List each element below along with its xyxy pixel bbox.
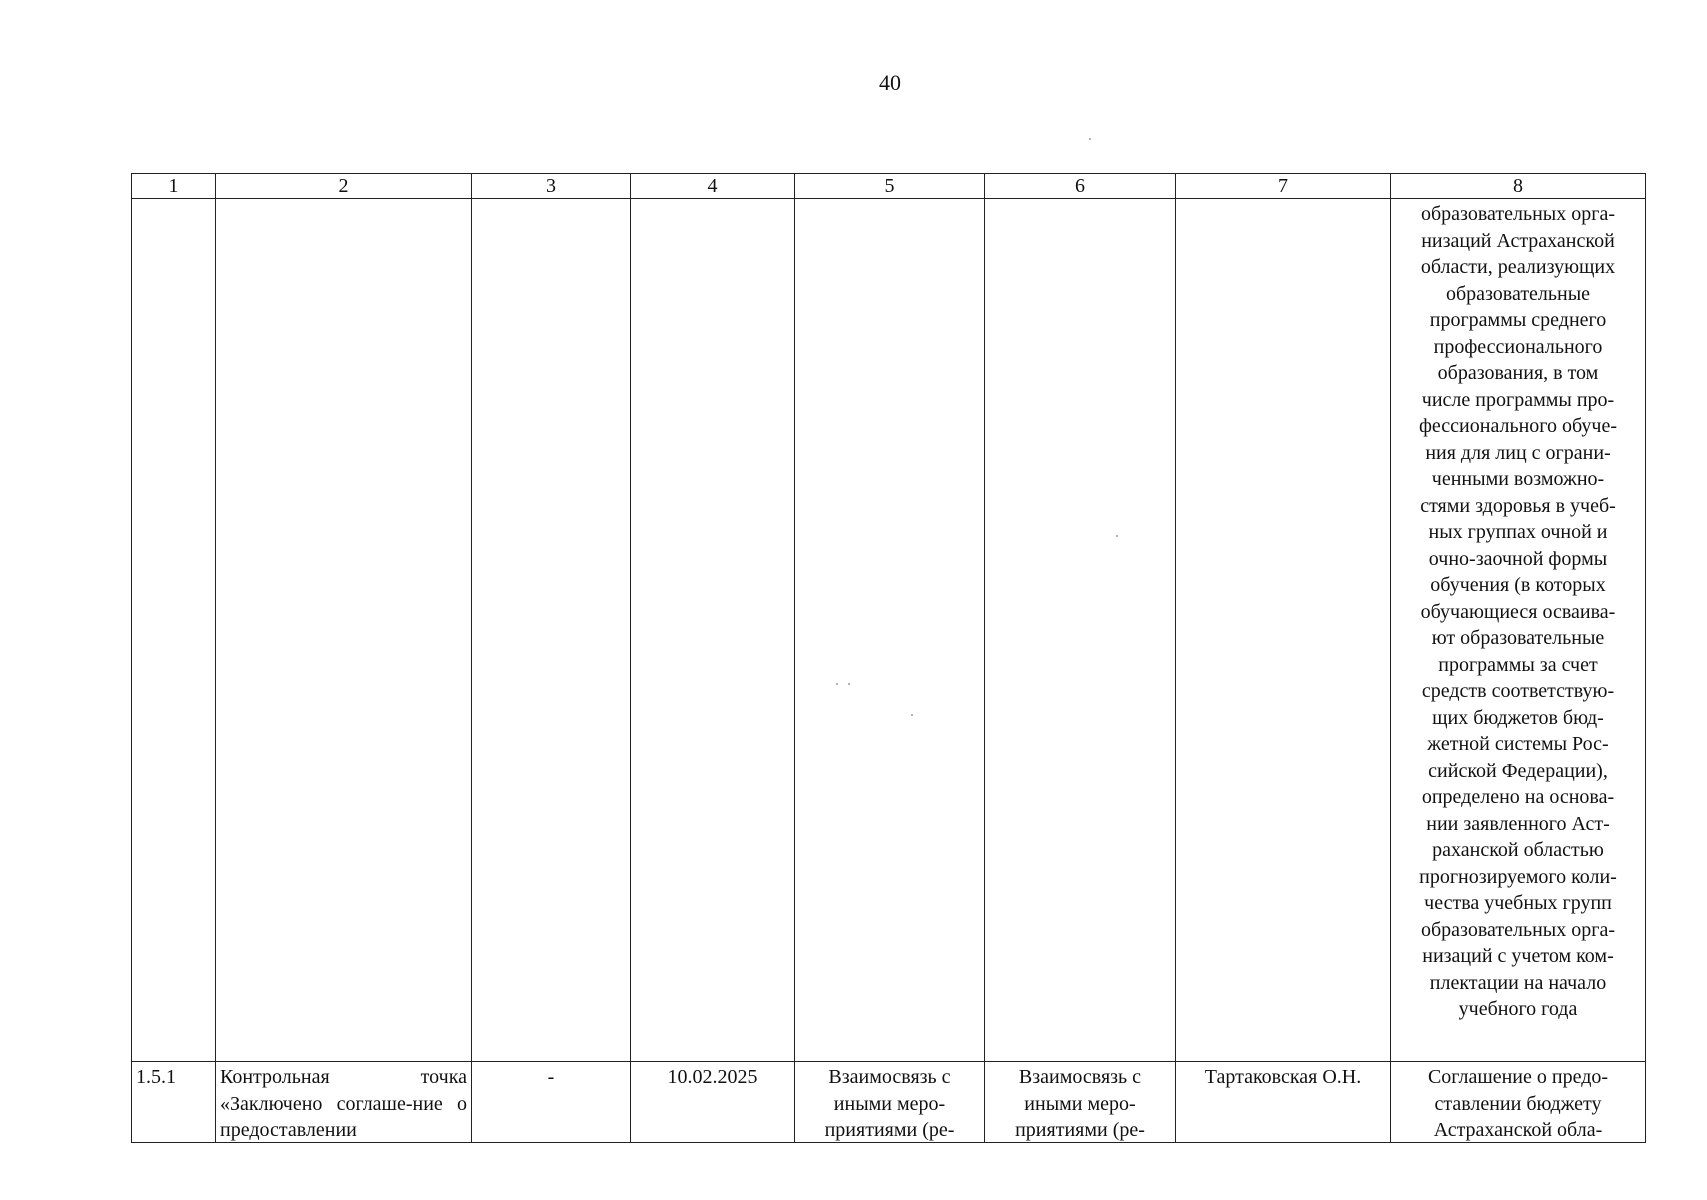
column-header-5: 5	[795, 174, 985, 199]
predecessors-text: Взаимосвязь с иными меро- приятиями (ре-	[824, 1066, 955, 1141]
cell-empty	[795, 199, 985, 1062]
scan-speck	[911, 714, 913, 716]
cell-successors	[985, 1062, 1176, 1143]
document-table	[131, 173, 1646, 1143]
column-header-2: 2	[216, 174, 472, 199]
cell-item-name	[216, 1062, 472, 1143]
cell-empty	[631, 199, 795, 1062]
cell-responsible: Тартаковская О.Н.	[1176, 1062, 1391, 1143]
table-row-1-5-1	[132, 1062, 1646, 1143]
scan-speck	[1116, 535, 1118, 537]
item-name-text: Контрольная точка «Заключено соглаше-ние о предоставлении	[220, 1066, 467, 1141]
cell-end-date: 10.02.2025	[631, 1062, 795, 1143]
column-header-7: 7	[1176, 174, 1391, 199]
column-header-3: 3	[472, 174, 631, 199]
cell-result-type	[1391, 1062, 1646, 1143]
cell-start-date: -	[472, 1062, 631, 1143]
scan-speck	[1089, 138, 1091, 140]
result-description-text: образовательных орга- низаций Астраханской области, реализующих образовательные программы среднего профессионального образования, в том числе программы про- фессионального обуче- ния для лиц с ограни- ченными возможно- стями здоровья в учеб- ных группах очной и очно-заочной формы обучения (в которых обучающиеся осваива- ют образовательные программы за счет средств соответствую- щих бюджетов бюд- жетной системы Рос- сийской Федерации), определено на основа- нии заявленного Аст- раханской областью прогнозируемого коли- чества учебных групп образовательных орга- низаций с учетом ком- плектации на начало учебного года	[1418, 203, 1618, 1020]
scan-speck	[836, 683, 838, 685]
result-type-text: Соглашение о предо- ставлении бюджету Астраханской обла-	[1427, 1066, 1609, 1141]
cell-empty	[216, 199, 472, 1062]
column-header-4: 4	[631, 174, 795, 199]
cell-empty	[132, 199, 216, 1062]
column-header-6: 6	[985, 174, 1176, 199]
column-header-8: 8	[1391, 174, 1646, 199]
column-header-1: 1	[132, 174, 216, 199]
cell-predecessors	[795, 1062, 985, 1143]
cell-empty	[1176, 199, 1391, 1062]
successors-text: Взаимосвязь с иными меро- приятиями (ре-	[1015, 1066, 1145, 1141]
cell-empty	[472, 199, 631, 1062]
cell-result-description	[1391, 199, 1646, 1062]
cell-empty	[985, 199, 1176, 1062]
scan-speck	[848, 683, 850, 685]
page-number: 40	[879, 70, 901, 95]
table-row-continued	[132, 199, 1646, 1062]
table-header-row	[132, 174, 1646, 199]
cell-item-number: 1.5.1	[132, 1062, 216, 1143]
